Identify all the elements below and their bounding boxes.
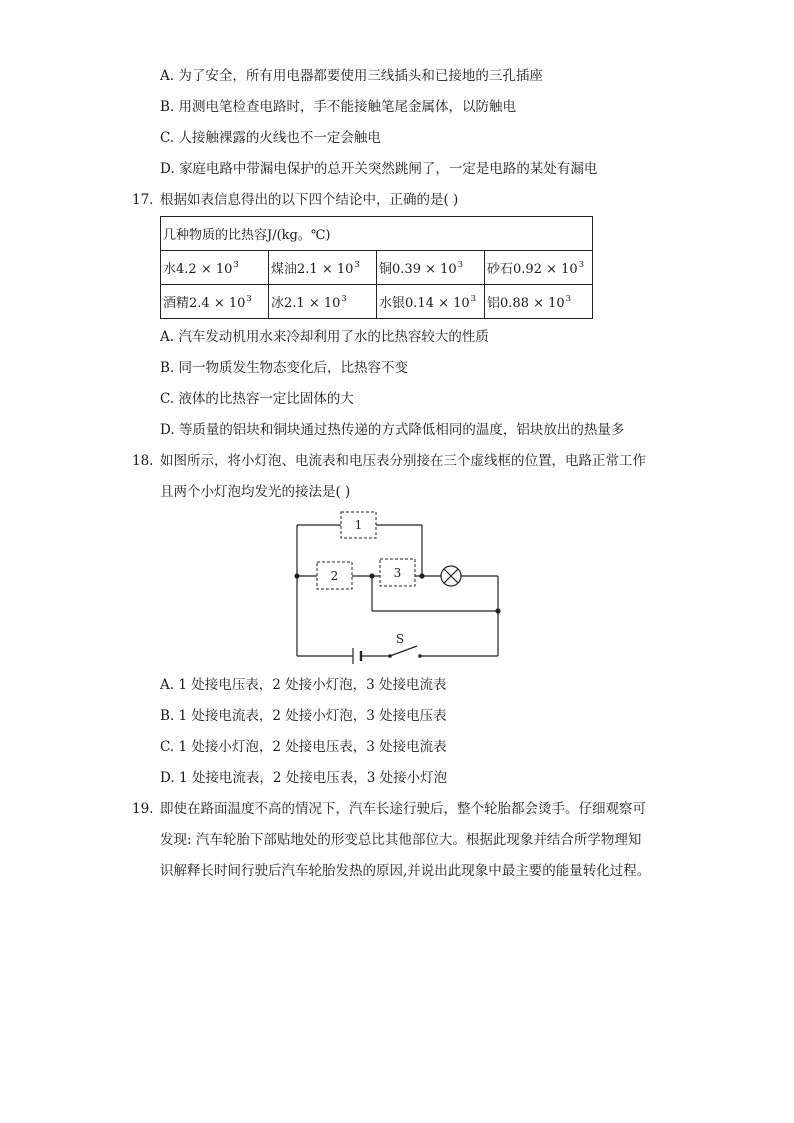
q18-option-b: B. 1 处接电流表，2 处接小灯泡，3 处接电压表 [160,708,447,724]
battery-icon [353,648,361,664]
table-cell: 水银$0.14 \times 10^3$ [377,285,485,319]
table-cell: 砂石$0.92 \times 10^3$ [485,251,593,285]
q17-option-c: C. 液体的比热容一定比固体的大 [160,391,354,407]
table-cell: 酒精$2.4 \times 10^3$ [161,285,269,319]
table-header: 几种物质的比热容J/(kg。℃) [161,217,593,251]
q17-number: 17. [132,192,154,208]
specific-heat-table [160,216,593,319]
table-row [161,285,593,319]
box-2-label: 2 [330,569,339,583]
q19-line1: 即使在路面温度不高的情况下，汽车长途行驶后，整个轮胎都会烫手。仔细观察可 [160,801,646,817]
box-1-label: 1 [354,518,363,532]
junction-dot [294,573,299,578]
q17-option-a: A. 汽车发动机用水来冷却利用了水的比热容较大的性质 [160,329,489,345]
table-cell: 铝$0.88 \times 10^3$ [485,285,593,319]
q18-stem-line1: 如图所示，将小灯泡、电流表和电压表分别接在三个虚线框的位置，电路正常工作 [160,453,646,469]
q17-option-d: D. 等质量的铝块和铜块通过热传递的方式降低相同的温度，铝块放出的热量多 [160,422,625,438]
q18-option-a: A. 1 处接电压表，2 处接小灯泡，3 处接电流表 [160,677,447,693]
table-cell: 水$4.2 \times 10^3$ [161,251,269,285]
switch-icon [388,646,422,658]
junction-dot [495,608,500,613]
q18-number: 18. [132,453,154,469]
junction-dot [419,573,424,578]
table-cell: 冰$2.1 \times 10^3$ [269,285,377,319]
q16-option-b: B. 用测电笔检查电路时，手不能接触笔尾金属体，以防触电 [160,99,517,115]
q18-option-d: D. 1 处接电流表，2 处接电压表，3 处接小灯泡 [160,770,448,786]
q19-line3: 识解释长时间行驶后汽车轮胎发热的原因,并说出此现象中最主要的能量转化过程。 [160,863,651,879]
circuit-diagram [290,505,510,665]
table-cell: 煤油$2.1 \times 10^3$ [269,251,377,285]
q17-option-b: B. 同一物质发生物态变化后，比热容不变 [160,360,409,376]
q19-line2: 发现: 汽车轮胎下部贴地处的形变总比其他部位大。根据此现象并结合所学物理知 [160,832,642,848]
box-3-label: 3 [393,566,402,580]
bulb-icon [441,566,461,586]
switch-label: S [395,632,405,646]
table-row [161,251,593,285]
junction-dot [369,573,374,578]
q19-number: 19. [132,801,154,817]
q16-option-d: D. 家庭电路中带漏电保护的总开关突然跳闸了，一定是电路的某处有漏电 [160,161,598,177]
q16-option-a: A. 为了安全，所有用电器都要使用三线插头和已接地的三孔插座 [160,68,543,84]
table-cell: 铜$0.39 \times 10^3$ [377,251,485,285]
table-header-row [161,217,593,251]
q18-stem-line2: 且两个小灯泡均发光的接法是( ) [160,484,351,500]
q18-option-c: C. 1 处接小灯泡，2 处接电压表，3 处接电流表 [160,739,447,755]
q16-option-c: C. 人接触裸露的火线也不一定会触电 [160,130,381,146]
q17-stem: 根据如表信息得出的以下四个结论中，正确的是( ) [160,192,459,208]
